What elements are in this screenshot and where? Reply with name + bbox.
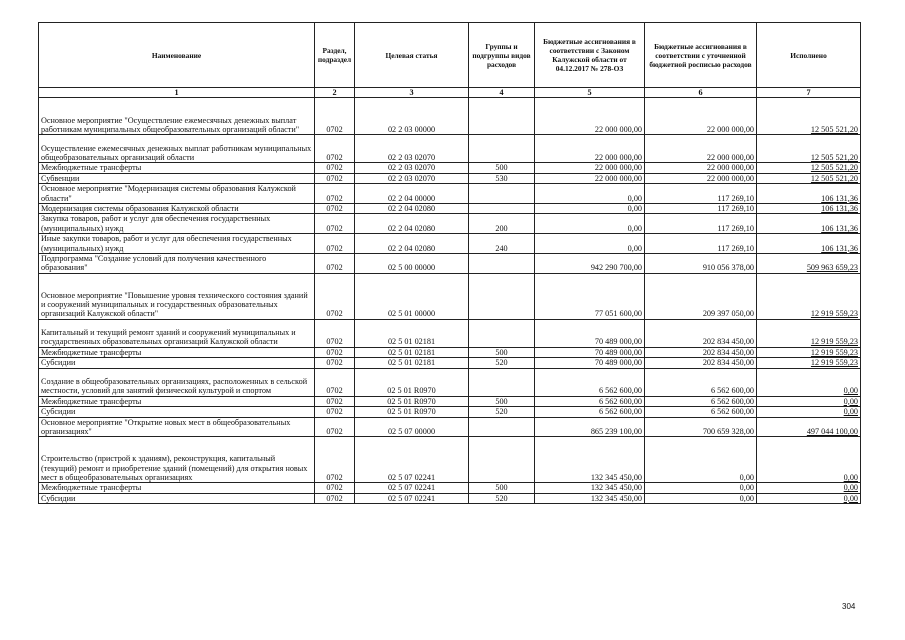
cell-law: 132 345 450,00 [535,437,645,483]
header-section: Раздел, подраздел [315,23,355,88]
table-row [39,184,861,204]
cell-target: 02 5 00 00000 [355,254,469,274]
cell-type [469,254,535,274]
cell-revised: 0,00 [645,493,757,503]
cell-name: Капитальный и текущий ремонт зданий и сооружений муниципальных и государственных образовательных организаций Калужской области [39,319,315,347]
cell-revised: 117 269,10 [645,184,757,204]
col-number: 4 [469,88,535,98]
cell-section: 0702 [315,184,355,204]
table-body [39,98,861,504]
cell-target: 02 2 04 02080 [355,234,469,254]
table-row [39,368,861,396]
cell-law: 22 000 000,00 [535,98,645,135]
cell-type [469,98,535,135]
page-number: 304 [842,602,856,611]
cell-executed: 0,00 [757,407,861,417]
cell-target: 02 5 07 02241 [355,437,469,483]
header-groups: Группы и подгруппы видов расходов [469,23,535,88]
cell-section: 0702 [315,368,355,396]
cell-revised: 117 269,10 [645,234,757,254]
cell-target: 02 2 03 02070 [355,135,469,163]
col-number: 3 [355,88,469,98]
col-number: 6 [645,88,757,98]
cell-law: 22 000 000,00 [535,173,645,183]
cell-revised: 0,00 [645,483,757,493]
cell-section: 0702 [315,493,355,503]
cell-type: 500 [469,483,535,493]
cell-name: Межбюджетные трансферты [39,347,315,357]
cell-target: 02 5 07 02241 [355,493,469,503]
cell-section: 0702 [315,214,355,234]
table-row [39,407,861,417]
cell-name: Иные закупки товаров, работ и услуг для обеспечения государственных (муниципальных) нужд [39,234,315,254]
cell-section: 0702 [315,254,355,274]
cell-revised: 202 834 450,00 [645,319,757,347]
cell-name: Строительство (пристрой к зданиям), реконструкция, капитальный (текущий) ремонт и приобретение зданий (помещений) для открытия новых мест в общеобразовательных организациях [39,437,315,483]
cell-executed: 12 919 559,23 [757,347,861,357]
cell-section: 0702 [315,417,355,437]
col-number: 5 [535,88,645,98]
cell-law: 6 562 600,00 [535,396,645,406]
cell-law: 6 562 600,00 [535,407,645,417]
cell-executed: 12 919 559,23 [757,358,861,368]
cell-section: 0702 [315,483,355,493]
cell-name: Основное мероприятие "Повышение уровня технического состояния зданий и сооружений муниципальных и государственных образовательных организаций Калужской области" [39,273,315,319]
cell-target: 02 2 04 02080 [355,204,469,214]
cell-law: 6 562 600,00 [535,368,645,396]
cell-target: 02 5 07 02241 [355,483,469,493]
cell-executed: 106 131,36 [757,214,861,234]
cell-law: 22 000 000,00 [535,135,645,163]
cell-name: Субсидии [39,358,315,368]
cell-name: Основное мероприятие "Осуществление ежемесячных денежных выплат работникам муниципальных общеобразовательных организаций области" [39,98,315,135]
cell-name: Закупка товаров, работ и услуг для обеспечения государственных (муниципальных) нужд [39,214,315,234]
cell-target: 02 2 04 02080 [355,214,469,234]
cell-name: Модернизация системы образования Калужской области [39,204,315,214]
cell-executed: 12 505 521,20 [757,135,861,163]
cell-law: 22 000 000,00 [535,163,645,173]
cell-revised: 6 562 600,00 [645,396,757,406]
cell-name: Субсидии [39,407,315,417]
table-row [39,437,861,483]
cell-type: 240 [469,234,535,254]
cell-section: 0702 [315,347,355,357]
cell-target: 02 5 01 R0970 [355,368,469,396]
cell-type [469,204,535,214]
cell-type [469,437,535,483]
cell-name: Субвенции [39,173,315,183]
cell-target: 02 5 01 00000 [355,273,469,319]
header-row [39,23,861,88]
cell-section: 0702 [315,163,355,173]
cell-executed: 509 963 659,23 [757,254,861,274]
cell-name: Межбюджетные трансферты [39,163,315,173]
cell-name: Межбюджетные трансферты [39,396,315,406]
cell-type: 500 [469,163,535,173]
cell-revised: 22 000 000,00 [645,98,757,135]
cell-target: 02 5 01 02181 [355,358,469,368]
cell-revised: 6 562 600,00 [645,368,757,396]
cell-executed: 12 505 521,20 [757,163,861,173]
cell-type: 520 [469,358,535,368]
cell-executed: 106 131,36 [757,234,861,254]
cell-type: 520 [469,407,535,417]
cell-target: 02 5 07 00000 [355,417,469,437]
cell-name: Осуществление ежемесячных денежных выплат работникам муниципальных общеобразовательных организаций области [39,135,315,163]
cell-revised: 22 000 000,00 [645,173,757,183]
cell-target: 02 5 01 R0970 [355,396,469,406]
table-row [39,135,861,163]
cell-revised: 0,00 [645,437,757,483]
table-row [39,319,861,347]
cell-revised: 22 000 000,00 [645,135,757,163]
cell-executed: 0,00 [757,493,861,503]
col-number: 1 [39,88,315,98]
cell-name: Основное мероприятие "Открытие новых мест в общеобразовательных организациях" [39,417,315,437]
header-executed: Исполнено [757,23,861,88]
cell-name: Субсидии [39,493,315,503]
cell-target: 02 5 01 02181 [355,347,469,357]
table-row [39,254,861,274]
cell-revised: 22 000 000,00 [645,163,757,173]
cell-executed: 497 044 100,00 [757,417,861,437]
cell-law: 0,00 [535,184,645,204]
header-revised: Бюджетные ассигнования в соответствии с уточненной бюджетной росписью расходов [645,23,757,88]
table-row [39,417,861,437]
cell-section: 0702 [315,273,355,319]
cell-revised: 117 269,10 [645,204,757,214]
table-row [39,204,861,214]
cell-section: 0702 [315,204,355,214]
cell-section: 0702 [315,396,355,406]
cell-section: 0702 [315,234,355,254]
cell-section: 0702 [315,358,355,368]
cell-executed: 12 505 521,20 [757,98,861,135]
cell-type [469,184,535,204]
cell-type [469,368,535,396]
cell-law: 132 345 450,00 [535,483,645,493]
cell-name: Подпрограмма "Создание условий для получения качественного образования" [39,254,315,274]
cell-law: 70 489 000,00 [535,347,645,357]
cell-law: 865 239 100,00 [535,417,645,437]
cell-section: 0702 [315,407,355,417]
header-name: Наименование [39,23,315,88]
cell-type: 520 [469,493,535,503]
cell-law: 70 489 000,00 [535,319,645,347]
table-row [39,163,861,173]
cell-revised: 209 397 050,00 [645,273,757,319]
cell-revised: 202 834 450,00 [645,358,757,368]
table-row [39,173,861,183]
cell-executed: 0,00 [757,396,861,406]
cell-executed: 0,00 [757,437,861,483]
cell-target: 02 2 03 02070 [355,163,469,173]
header-law: Бюджетные ассигнования в соответствии с Законом Калужской области от 04.12.2017 № 278-ОЗ [535,23,645,88]
cell-executed: 12 919 559,23 [757,319,861,347]
cell-type [469,319,535,347]
cell-executed: 12 505 521,20 [757,173,861,183]
cell-executed: 106 131,36 [757,184,861,204]
cell-target: 02 5 01 02181 [355,319,469,347]
cell-section: 0702 [315,319,355,347]
cell-revised: 6 562 600,00 [645,407,757,417]
cell-section: 0702 [315,98,355,135]
header-target: Целевая статья [355,23,469,88]
cell-executed: 12 919 559,23 [757,273,861,319]
table-row [39,483,861,493]
cell-law: 70 489 000,00 [535,358,645,368]
cell-executed: 0,00 [757,483,861,493]
cell-executed: 106 131,36 [757,204,861,214]
cell-type: 200 [469,214,535,234]
cell-type [469,417,535,437]
cell-law: 0,00 [535,214,645,234]
cell-section: 0702 [315,173,355,183]
cell-executed: 0,00 [757,368,861,396]
table-row [39,234,861,254]
cell-revised: 910 056 378,00 [645,254,757,274]
cell-section: 0702 [315,135,355,163]
budget-table [38,22,861,504]
cell-type [469,135,535,163]
cell-law: 132 345 450,00 [535,493,645,503]
table-row [39,493,861,503]
col-number: 2 [315,88,355,98]
cell-type: 530 [469,173,535,183]
cell-target: 02 2 03 00000 [355,98,469,135]
cell-target: 02 2 04 00000 [355,184,469,204]
table-row [39,347,861,357]
column-number-row [39,88,861,98]
cell-name: Создание в общеобразовательных организациях, расположенных в сельской местности, условий для занятий физической культурой и спортом [39,368,315,396]
cell-type: 500 [469,347,535,357]
cell-target: 02 2 03 02070 [355,173,469,183]
cell-type: 500 [469,396,535,406]
table-row [39,358,861,368]
table-row [39,273,861,319]
table-row [39,396,861,406]
col-number: 7 [757,88,861,98]
cell-type [469,273,535,319]
table-row [39,98,861,135]
cell-revised: 117 269,10 [645,214,757,234]
cell-target: 02 5 01 R0970 [355,407,469,417]
cell-law: 0,00 [535,234,645,254]
cell-section: 0702 [315,437,355,483]
cell-law: 0,00 [535,204,645,214]
table-row [39,214,861,234]
cell-law: 77 051 600,00 [535,273,645,319]
cell-name: Основное мероприятие "Модернизация системы образования Калужской области" [39,184,315,204]
cell-revised: 202 834 450,00 [645,347,757,357]
cell-law: 942 290 700,00 [535,254,645,274]
cell-revised: 700 659 328,00 [645,417,757,437]
cell-name: Межбюджетные трансферты [39,483,315,493]
